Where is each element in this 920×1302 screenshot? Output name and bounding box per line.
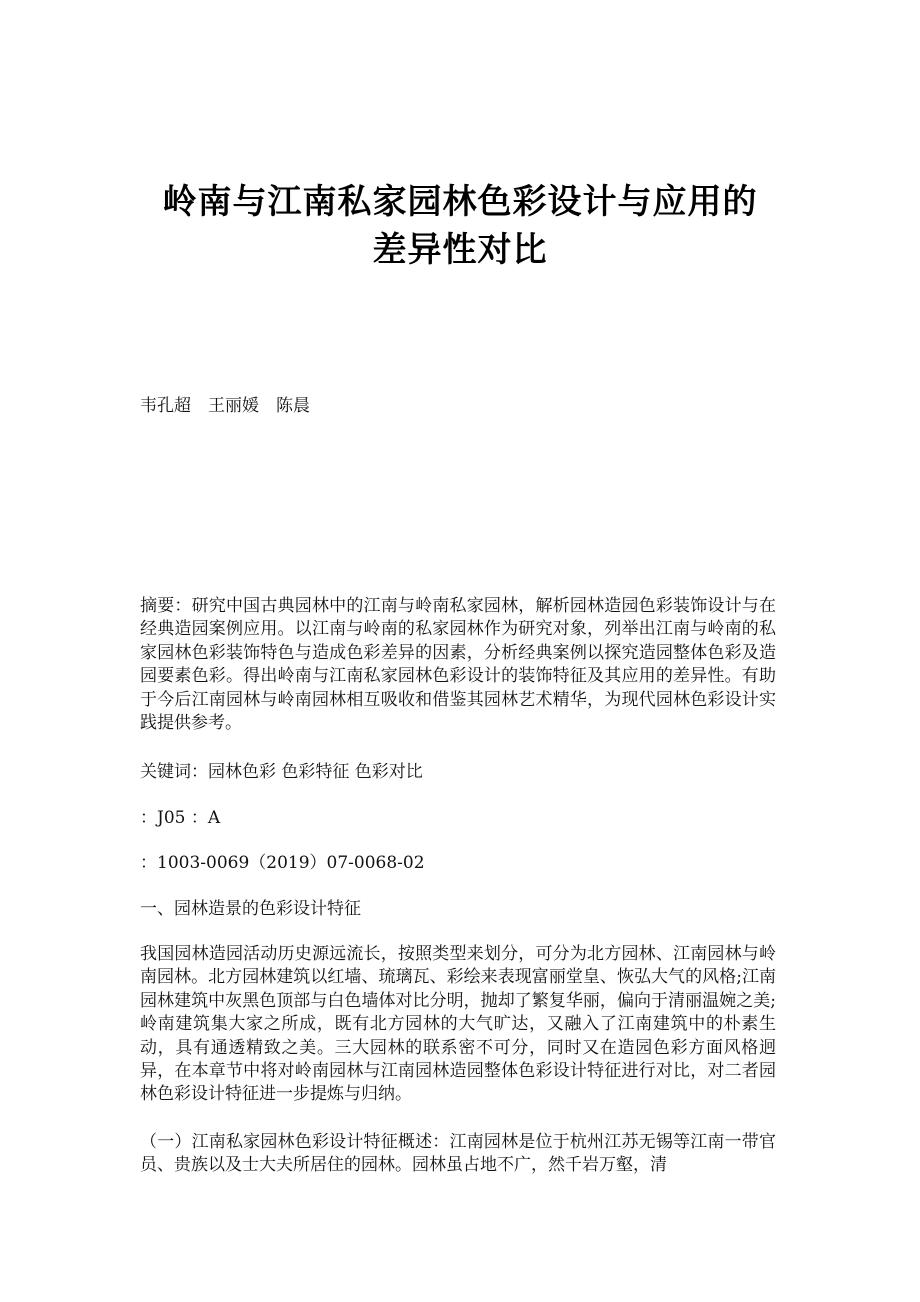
subsection-paragraph: （一）江南私家园林色彩设计特征概述：江南园林是位于杭州江苏无锡等江南一带官员、贵族以及士大夫所居住的园林。园林虽占地不广，然千岩万壑，清	[140, 1132, 776, 1176]
keywords-line: 关键词：园林色彩 色彩特征 色彩对比	[140, 762, 423, 782]
title-line-2: 差异性对比	[372, 230, 548, 270]
article-number-line: ：1003-0069（2019）07-0068-02	[140, 853, 425, 873]
body-paragraph: 我国园林造园活动历史源远流长，按照类型来划分，可分为北方园林、江南园林与岭南园林。北方园林建筑以红墙、琉璃瓦、彩绘来表现富丽堂皇、恢弘大气的风格;江南园林建筑中灰黑色顶部与白色墙体对比分明，抛却了繁复华丽，偏向于清丽温婉之美;岭南建筑集大家之所成，既有北方园林的大气旷达，又融入了江南建筑中的朴素生动，具有通透精致之美。三大园林的联系密不可分，同时又在造园色彩方面风格迥异，在本章节中将对岭南园林与江南园林造园整体色彩设计特征进行对比，对二者园林色彩设计特征进一步提炼与归纳。	[140, 944, 776, 1105]
document-title	[100, 178, 820, 274]
abstract-paragraph: 摘要：研究中国古典园林中的江南与岭南私家园林，解析园林造园色彩装饰设计与在经典造园案例应用。以江南与岭南的私家园林作为研究对象，列举出江南与岭南的私家园林色彩装饰特色与造成色彩差异的因素，分析经典案例以探究造园整体色彩及造园要素色彩。得出岭南与江南私家园林色彩设计的装饰特征及其应用的差异性。有助于今后江南园林与岭南园林相互吸收和借鉴其园林艺术精华，为现代园林色彩设计实践提供参考。	[140, 596, 776, 734]
section-heading: 一、园林造景的色彩设计特征	[140, 899, 361, 919]
classification-line: ：J05 ：A	[140, 808, 221, 828]
authors: 韦孔超 王丽媛 陈晨	[140, 396, 310, 416]
title-line-1: 岭南与江南私家园林色彩设计与应用的	[162, 182, 758, 222]
